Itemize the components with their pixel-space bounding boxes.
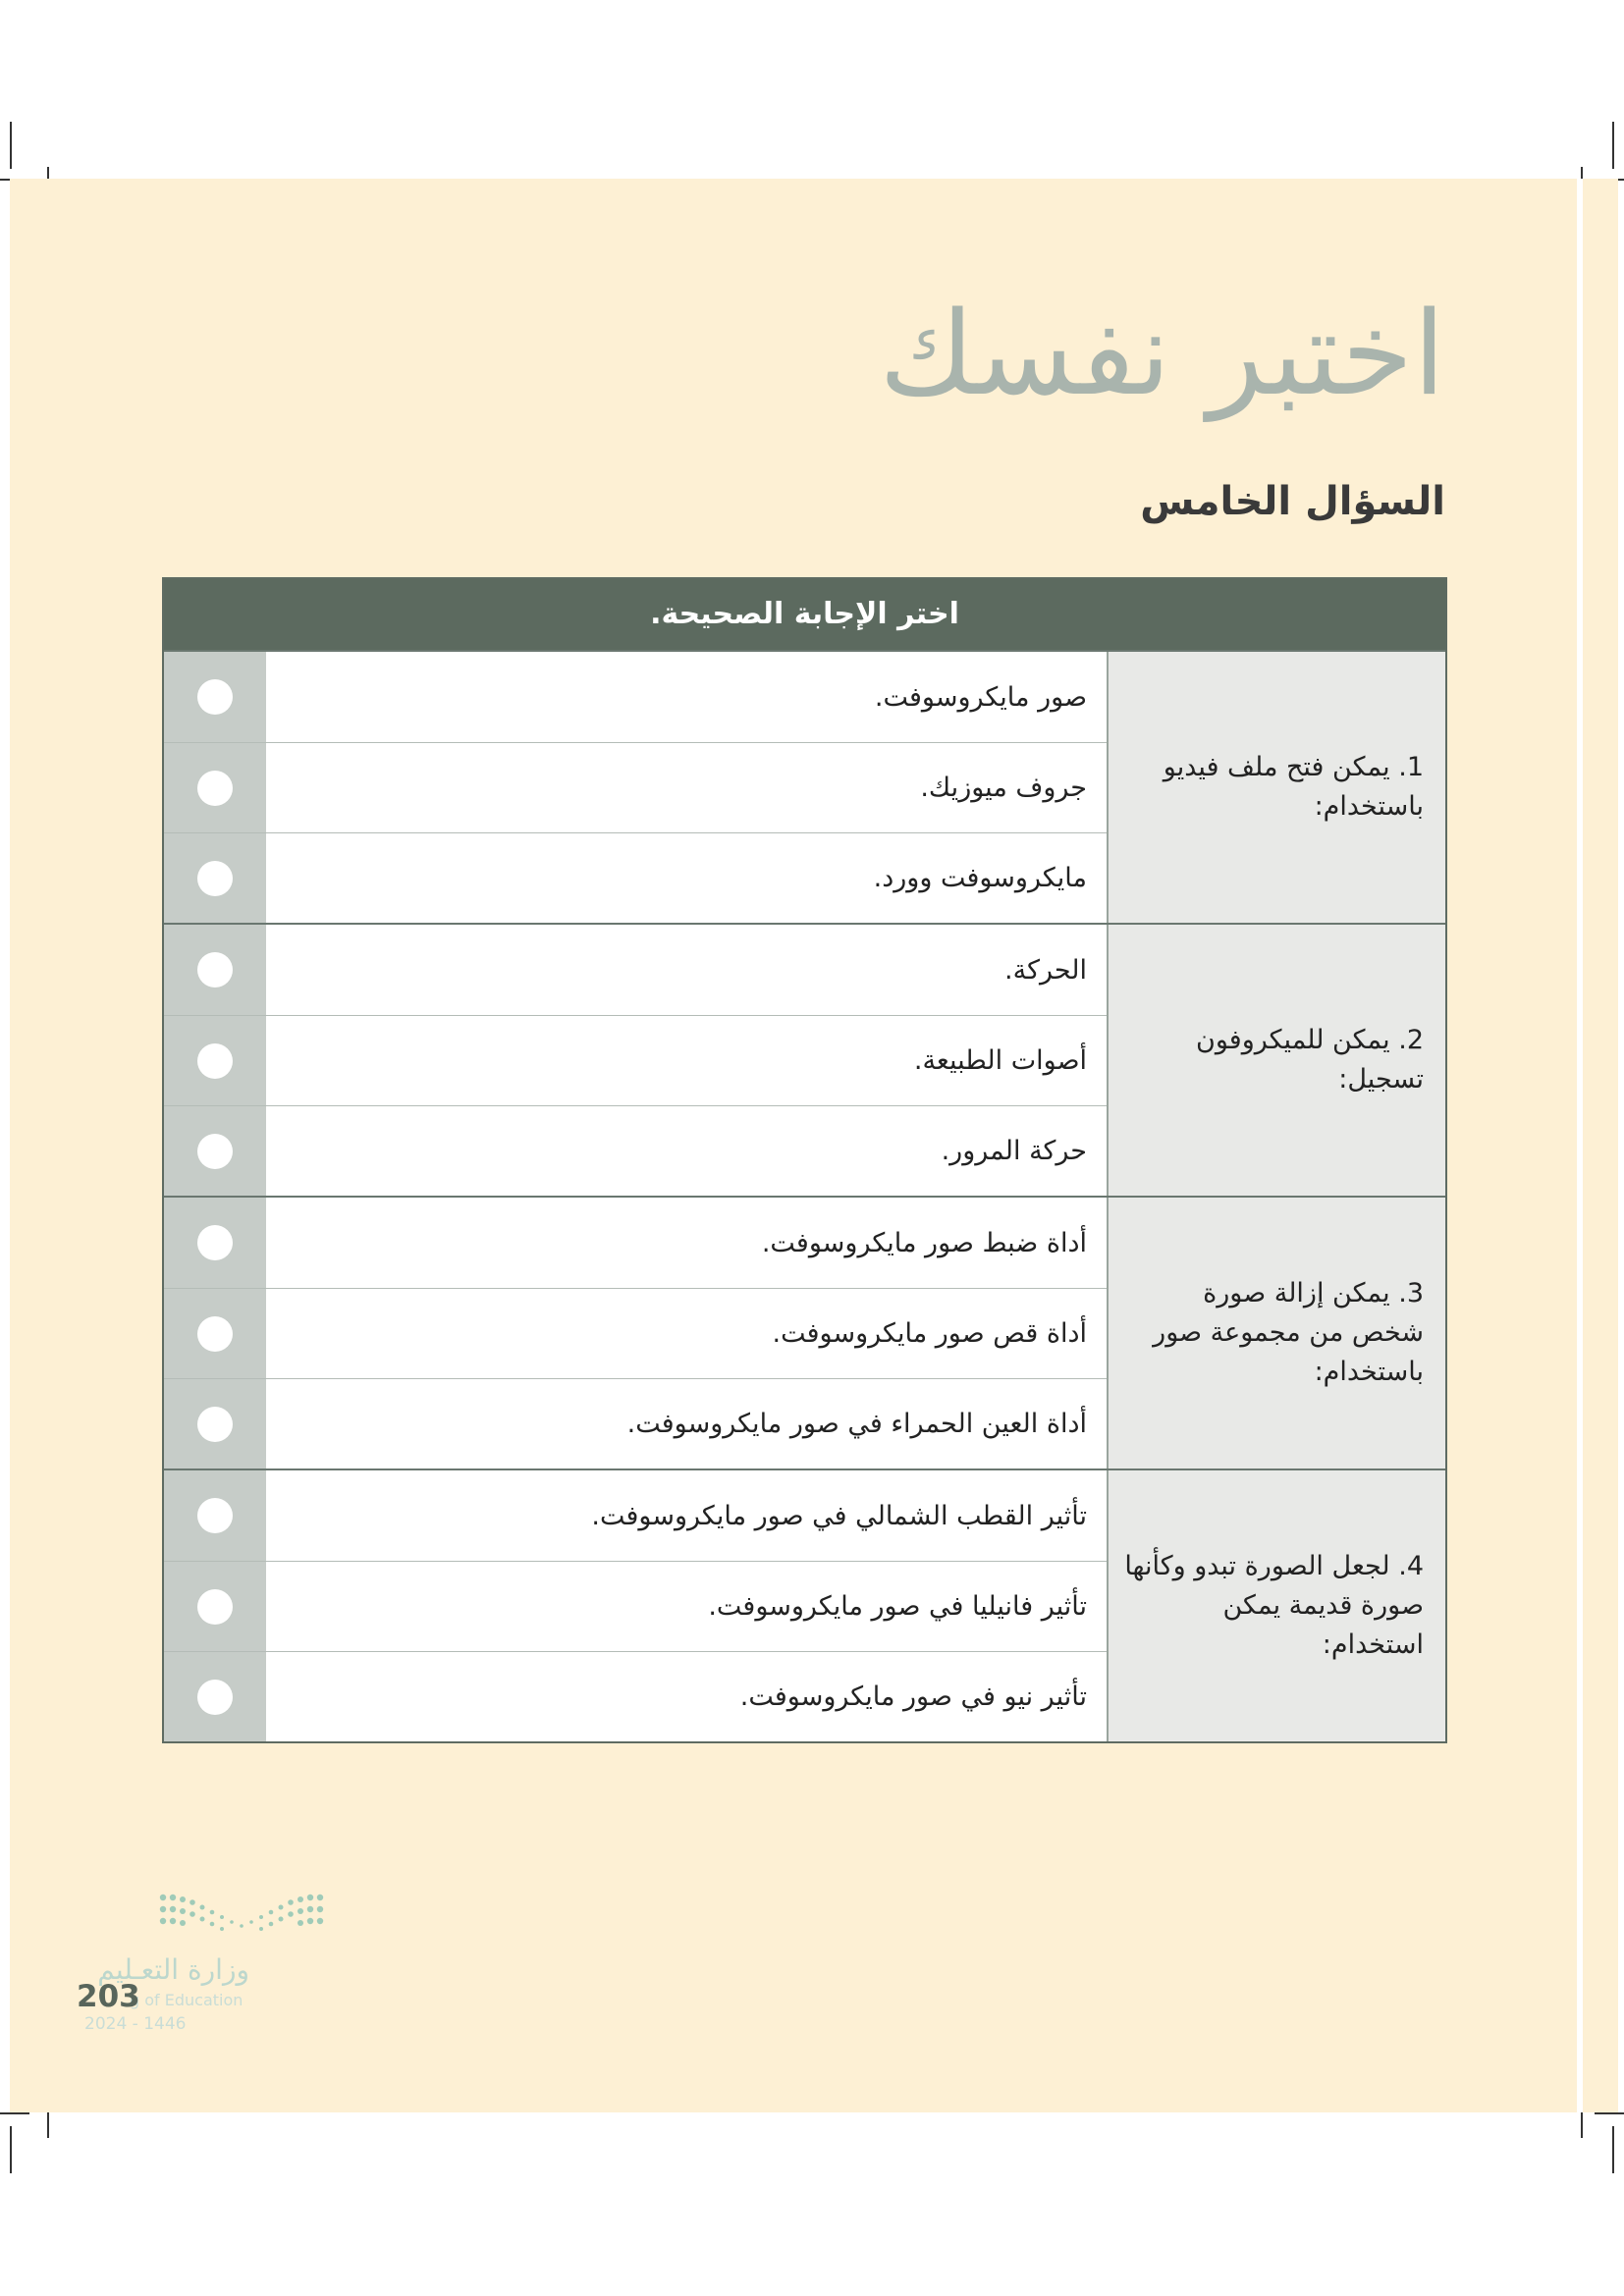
question-group — [164, 1196, 1445, 1468]
option-row — [164, 1105, 1107, 1196]
question-cell — [1107, 652, 1445, 923]
question-text: 1. يمكن فتح ملف فيديو باستخدام: — [1163, 752, 1424, 822]
crop-mark — [10, 122, 12, 169]
question-text: 4. لجعل الصورة تبدو وكأنها صورة قديمة يمكن استخدام: — [1124, 1551, 1424, 1660]
option-radio[interactable] — [197, 861, 233, 896]
option-text: صور مايكروسوفت. — [266, 652, 1107, 742]
radio-cell — [164, 743, 266, 832]
section-subtitle: السؤال الخامس — [1140, 479, 1445, 524]
option-radio[interactable] — [197, 1498, 233, 1533]
question-group — [164, 1468, 1445, 1741]
option-radio[interactable] — [197, 1225, 233, 1260]
crop-mark — [1612, 2126, 1614, 2173]
option-text: مايكروسوفت وورد. — [266, 833, 1107, 923]
option-radio[interactable] — [197, 771, 233, 806]
ministry-logo-icon — [157, 1890, 329, 1945]
radio-cell — [164, 1198, 266, 1288]
option-row — [164, 1198, 1107, 1288]
option-radio[interactable] — [197, 1589, 233, 1625]
radio-cell — [164, 1106, 266, 1196]
options-list — [164, 925, 1107, 1196]
radio-cell — [164, 1470, 266, 1561]
option-radio[interactable] — [197, 1680, 233, 1715]
option-row — [164, 1015, 1107, 1105]
option-text: أداة قص صور مايكروسوفت. — [266, 1289, 1107, 1378]
option-text: جروف ميوزيك. — [266, 743, 1107, 832]
radio-cell — [164, 1562, 266, 1651]
option-radio[interactable] — [197, 1134, 233, 1169]
option-text: أداة العين الحمراء في صور مايكروسوفت. — [266, 1379, 1107, 1468]
option-row — [164, 1288, 1107, 1378]
crop-mark — [1612, 122, 1614, 169]
option-text: الحركة. — [266, 925, 1107, 1015]
option-text: أصوات الطبيعة. — [266, 1016, 1107, 1105]
crop-mark — [0, 2112, 29, 2114]
quiz-table — [162, 577, 1447, 1743]
question-text: 3. يمكن إزالة صورة شخص من مجموعة صور باستخدام: — [1153, 1278, 1424, 1387]
option-text: تأثير نيو في صور مايكروسوفت. — [266, 1652, 1107, 1741]
option-text: أداة ضبط صور مايكروسوفت. — [266, 1198, 1107, 1288]
option-radio[interactable] — [197, 952, 233, 988]
option-text: حركة المرور. — [266, 1106, 1107, 1196]
option-row — [164, 1651, 1107, 1741]
question-cell — [1107, 925, 1445, 1196]
question-group — [164, 650, 1445, 923]
question-cell — [1107, 1198, 1445, 1468]
option-radio[interactable] — [197, 1043, 233, 1079]
question-group — [164, 923, 1445, 1196]
page-number: 203 — [77, 1979, 140, 2014]
option-row — [164, 1561, 1107, 1651]
options-list — [164, 1470, 1107, 1741]
question-cell — [1107, 1470, 1445, 1741]
crop-mark — [1595, 2112, 1624, 2114]
option-text: تأثير القطب الشمالي في صور مايكروسوفت. — [266, 1470, 1107, 1561]
option-row — [164, 1378, 1107, 1468]
crop-mark — [10, 2126, 12, 2173]
ministry-name-english: g of Education — [130, 1991, 244, 2009]
option-radio[interactable] — [197, 679, 233, 715]
radio-cell — [164, 652, 266, 742]
ministry-name-arabic: وزارة التعـليم — [97, 1953, 249, 1986]
page-edge-strip — [1577, 179, 1618, 2112]
radio-cell — [164, 1289, 266, 1378]
option-radio[interactable] — [197, 1316, 233, 1352]
quiz-header: اختر الإجابة الصحيحة. — [164, 579, 1445, 650]
options-list — [164, 1198, 1107, 1468]
option-row — [164, 1470, 1107, 1561]
option-row — [164, 925, 1107, 1015]
radio-cell — [164, 1379, 266, 1468]
radio-cell — [164, 833, 266, 923]
ministry-year: 2024 - 1446 — [84, 2014, 187, 2034]
radio-cell — [164, 925, 266, 1015]
option-radio[interactable] — [197, 1407, 233, 1442]
question-text: 2. يمكن للميكروفون تسجيل: — [1196, 1025, 1424, 1095]
radio-cell — [164, 1016, 266, 1105]
options-list — [164, 652, 1107, 923]
option-text: تأثير فانيليا في صور مايكروسوفت. — [266, 1562, 1107, 1651]
option-row — [164, 652, 1107, 742]
radio-cell — [164, 1652, 266, 1741]
page-title: اختبر نفسك — [879, 286, 1445, 421]
option-row — [164, 742, 1107, 832]
option-row — [164, 832, 1107, 923]
